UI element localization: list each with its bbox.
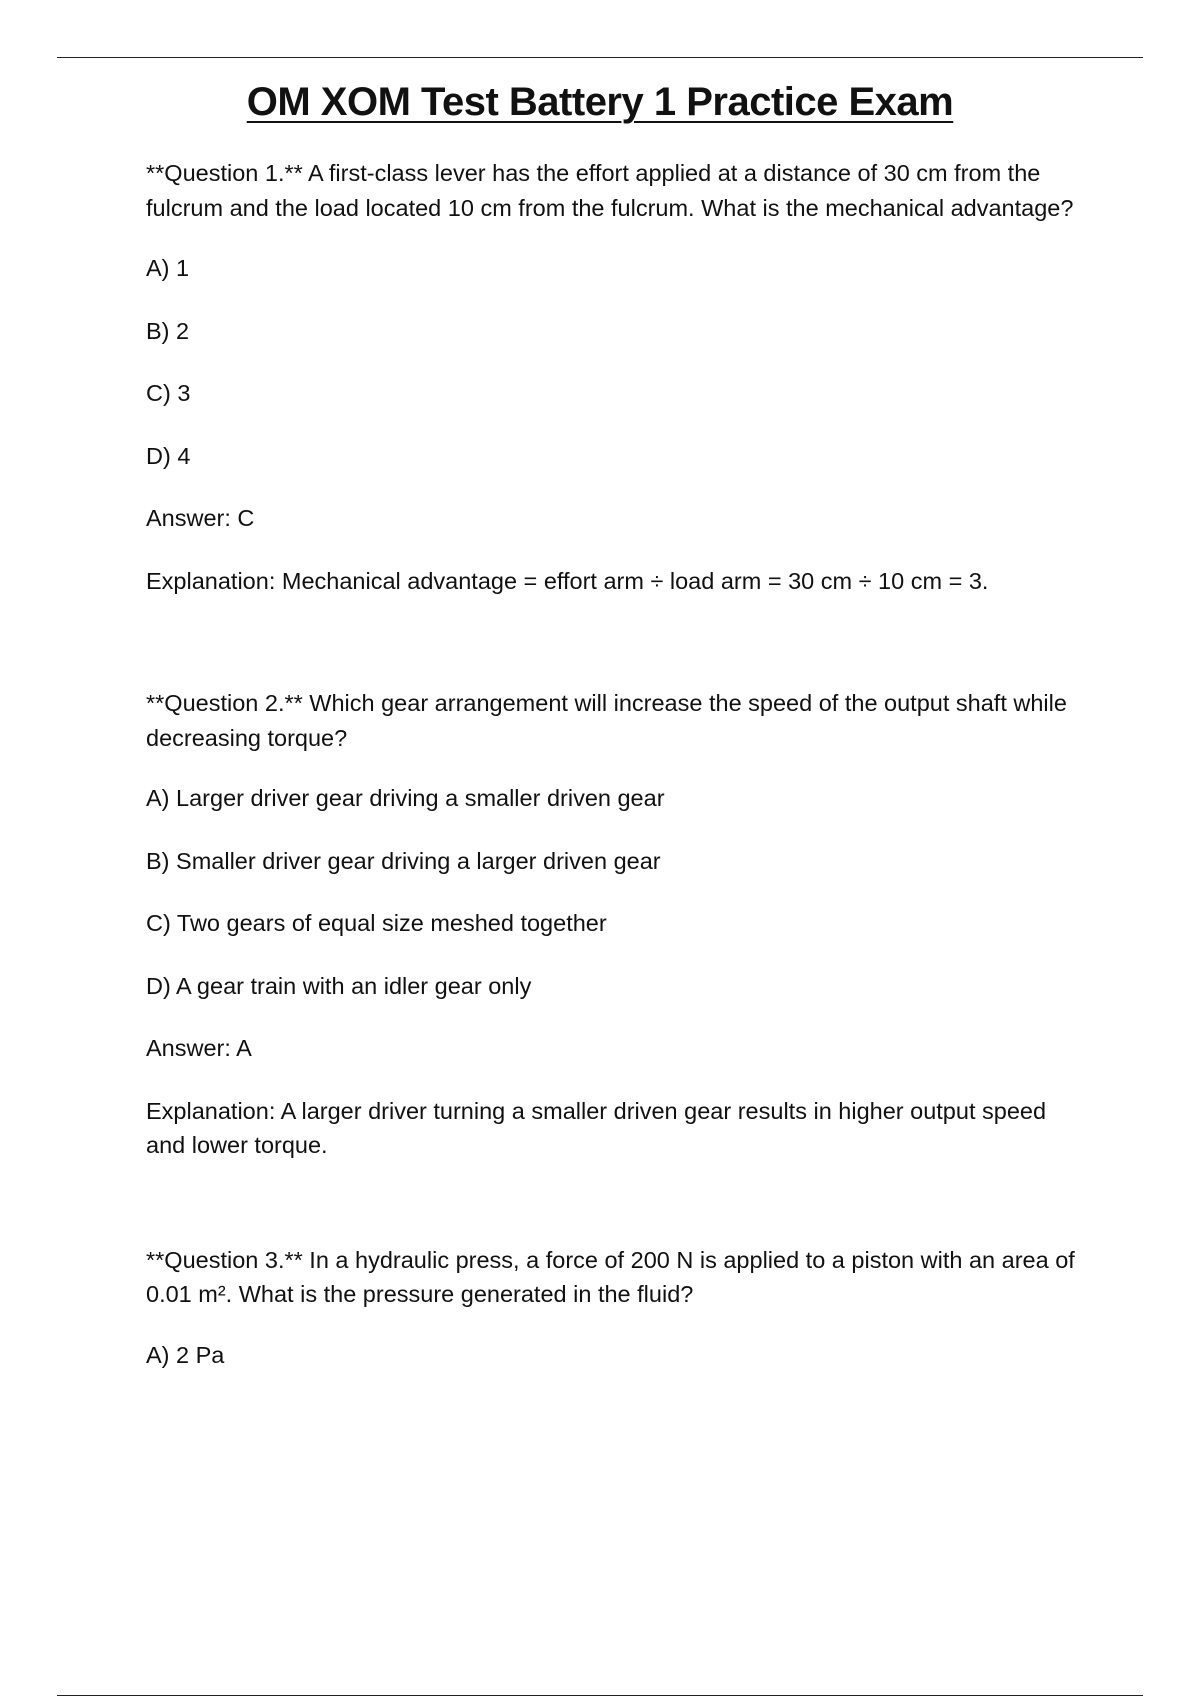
title-wrapper xyxy=(0,76,1200,128)
question-3-option-a: A) 2 Pa xyxy=(146,1341,225,1368)
question-1-explanation: Explanation: Mechanical advantage = effort arm ÷ load arm = 30 cm ÷ 10 cm = 3. xyxy=(146,567,989,594)
question-2-option-b: B) Smaller driver gear driving a larger driven gear xyxy=(146,847,661,874)
document-body xyxy=(146,156,1076,1372)
question-2-text: **Question 2.** Which gear arrangement will increase the speed of the output shaft while decreasing torque? xyxy=(146,690,1067,751)
question-2-option-a: A) Larger driver gear driving a smaller driven gear xyxy=(146,785,665,811)
question-1-text: **Question 1.** A first-class lever has the effort applied at a distance of 30 cm from the fulcrum and the load located 10 cm from the fulcrum. What is the mechanical advantage? xyxy=(146,160,1074,221)
question-2 xyxy=(146,686,1076,1163)
question-1-answer: Answer: C xyxy=(146,505,255,531)
question-3-text: **Question 3.** In a hydraulic press, a force of 200 N is applied to a piston with an area of 0.01 m². What is the pressure generated in the fluid? xyxy=(146,1246,1075,1307)
top-rule xyxy=(57,57,1143,58)
question-1-option-d: D) 4 xyxy=(146,442,191,469)
page-title: OM XOM Test Battery 1 Practice Exam xyxy=(246,80,954,124)
question-2-option-c: C) Two gears of equal size meshed together xyxy=(146,910,607,936)
question-1-option-b: B) 2 xyxy=(146,317,190,344)
question-1-option-c: C) 3 xyxy=(146,380,191,406)
question-3 xyxy=(146,1243,1076,1373)
question-2-explanation: Explanation: A larger driver turning a smaller driven gear results in higher output speed and lower torque. xyxy=(146,1097,1047,1158)
question-1-option-a: A) 1 xyxy=(146,255,190,281)
question-2-answer: Answer: A xyxy=(146,1035,252,1061)
question-1 xyxy=(146,156,1076,598)
question-2-option-d: D) A gear train with an idler gear only xyxy=(146,972,532,999)
bottom-rule xyxy=(57,1695,1143,1696)
